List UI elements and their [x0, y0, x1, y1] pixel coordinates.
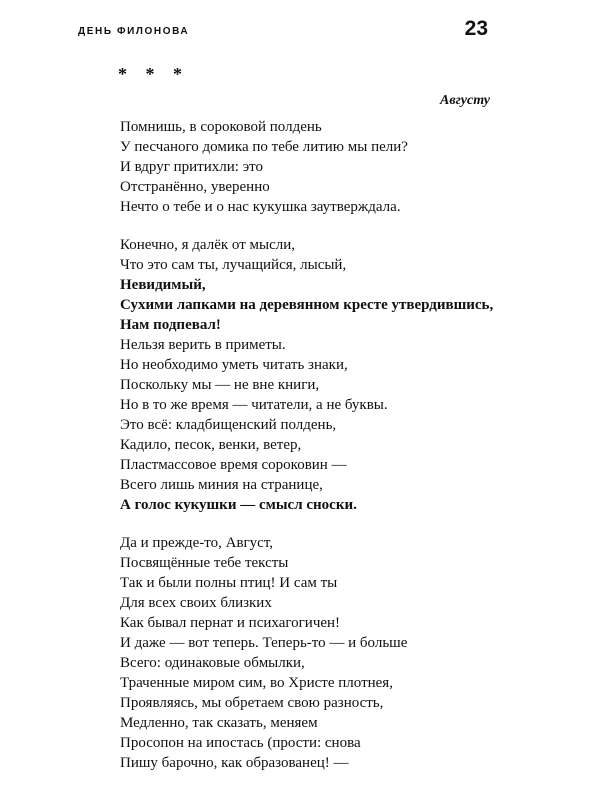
poem-line: Поскольку мы — не вне книги,: [120, 377, 320, 393]
poem-line: Как бывал пернат и психагогичен!: [120, 615, 341, 631]
poem-line: Пластмассовое время сороковин —: [120, 457, 347, 473]
poem-line: Нечто о тебе и о нас кукушка заутверждала.: [120, 199, 401, 215]
poem-line: А голос кукушки — смысл сноски.: [120, 497, 357, 513]
poem-line: Отстранённо, уверенно: [120, 179, 270, 195]
poem-line: Медленно, так сказать, меняем: [120, 715, 318, 731]
stanza: [120, 235, 540, 515]
poem-line: Посвящённые тебе тексты: [120, 555, 289, 571]
stanza: [120, 533, 540, 773]
poem-line: Всего лишь миния на странице,: [120, 477, 323, 493]
poem-line: Траченные миром сим, во Христе плотнея,: [120, 675, 393, 691]
poem-line: Кадило, песок, венки, ветер,: [120, 437, 302, 453]
poem-line: Сухими лапками на деревянном кресте утвердившись,: [120, 297, 494, 313]
poem-line: Но в то же время — читатели, а не буквы.: [120, 397, 388, 413]
poem-body: [120, 117, 540, 791]
poem-dedication: Августу: [440, 93, 490, 108]
poem-line: Проявляясь, мы обретаем свою разность,: [120, 695, 384, 711]
poem-line: Просопон на ипостась (прости: снова: [120, 735, 361, 751]
poem-line: Невидимый,: [120, 277, 206, 293]
poem-line: Всего: одинаковые обмылки,: [120, 655, 305, 671]
poem-line: И даже — вот теперь. Теперь-то — и больше: [120, 635, 408, 651]
poem-line: Так и были полны птиц! И сам ты: [120, 575, 338, 591]
poem-line: И вдруг притихли: это: [120, 159, 263, 175]
poem-line: Нельзя верить в приметы.: [120, 337, 286, 353]
poem-line: Что это сам ты, лучащийся, лысый,: [120, 257, 347, 273]
stanza: [120, 117, 540, 217]
poem-line: Пишу барочно, как образованец! —: [120, 755, 349, 771]
poem-line: Нам подпевал!: [120, 317, 221, 333]
poem-line: Но необходимо уметь читать знаки,: [120, 357, 348, 373]
running-header: ДЕНЬ ФИЛОНОВА: [78, 26, 190, 37]
poem-line: Для всех своих близких: [120, 595, 272, 611]
poem-line: Помнишь, в сороковой полдень: [120, 119, 322, 135]
section-separator: * * *: [118, 64, 189, 84]
poem-line: Да и прежде-то, Август,: [120, 535, 274, 551]
poem-line: У песчаного домика по тебе литию мы пели?: [120, 139, 408, 155]
page-number: 23: [464, 17, 488, 40]
poem-line: Конечно, я далёк от мысли,: [120, 237, 295, 253]
poem-line: Это всё: кладбищенский полдень,: [120, 417, 337, 433]
